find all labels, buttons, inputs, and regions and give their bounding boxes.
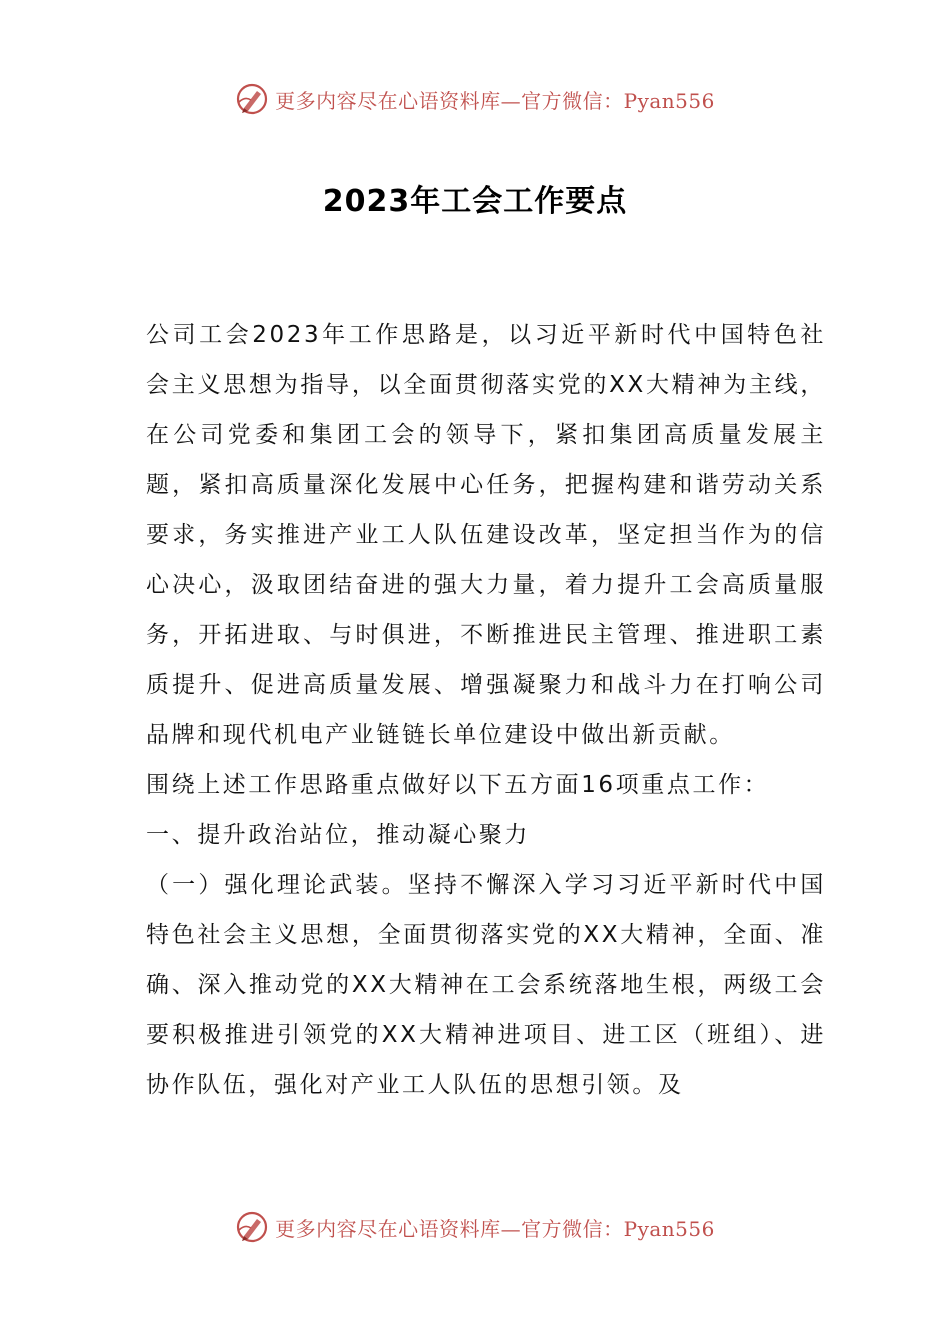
document-title: 2023年工会工作要点 — [322, 184, 628, 219]
footer-watermark — [0, 1210, 950, 1244]
paragraph-item-1: （一）强化理论武装。坚持不懈深入学习习近平新时代中国特色社会主义思想，全面贯彻落实党的XX大精神，全面、准确、深入推动党的XX大精神在工会系统落地生根，两级工会要积极推进引领党的XX大精神进项目、进工区（班组）、进协作队伍，强化对产业工人队伍的思想引领。及 — [146, 872, 826, 1098]
document-body — [146, 310, 826, 1110]
paragraph-overview: 围绕上述工作思路重点做好以下五方面16项重点工作： — [146, 772, 770, 798]
watermark-text: 更多内容尽在心语资料库—官方微信：Pyan556 — [275, 88, 715, 113]
pen-circle-icon — [235, 1210, 269, 1244]
paragraph-intro: 公司工会2023年工作思路是，以习近平新时代中国特色社会主义思想为指导，以全面贯彻落实党的XX大精神为主线，在公司党委和集团工会的领导下，紧扣集团高质量发展主题，紧扣高质量深化发展中心任务，把握构建和谐劳动关系要求，务实推进产业工人队伍建设改革，坚定担当作为的信心决心，汲取团结奋进的强大力量，着力提升工会高质量服务，开拓进取、与时俱进，不断推进民主管理、推进职工素质提升、促进高质量发展、增强凝聚力和战斗力在打响公司品牌和现代机电产业链链长单位建设中做出新贡献。 — [146, 322, 826, 748]
pen-circle-icon — [235, 82, 269, 116]
section-heading-1: 一、提升政治站位，推动凝心聚力 — [146, 822, 530, 848]
header-watermark — [0, 82, 950, 116]
watermark-text: 更多内容尽在心语资料库—官方微信：Pyan556 — [275, 1216, 715, 1241]
